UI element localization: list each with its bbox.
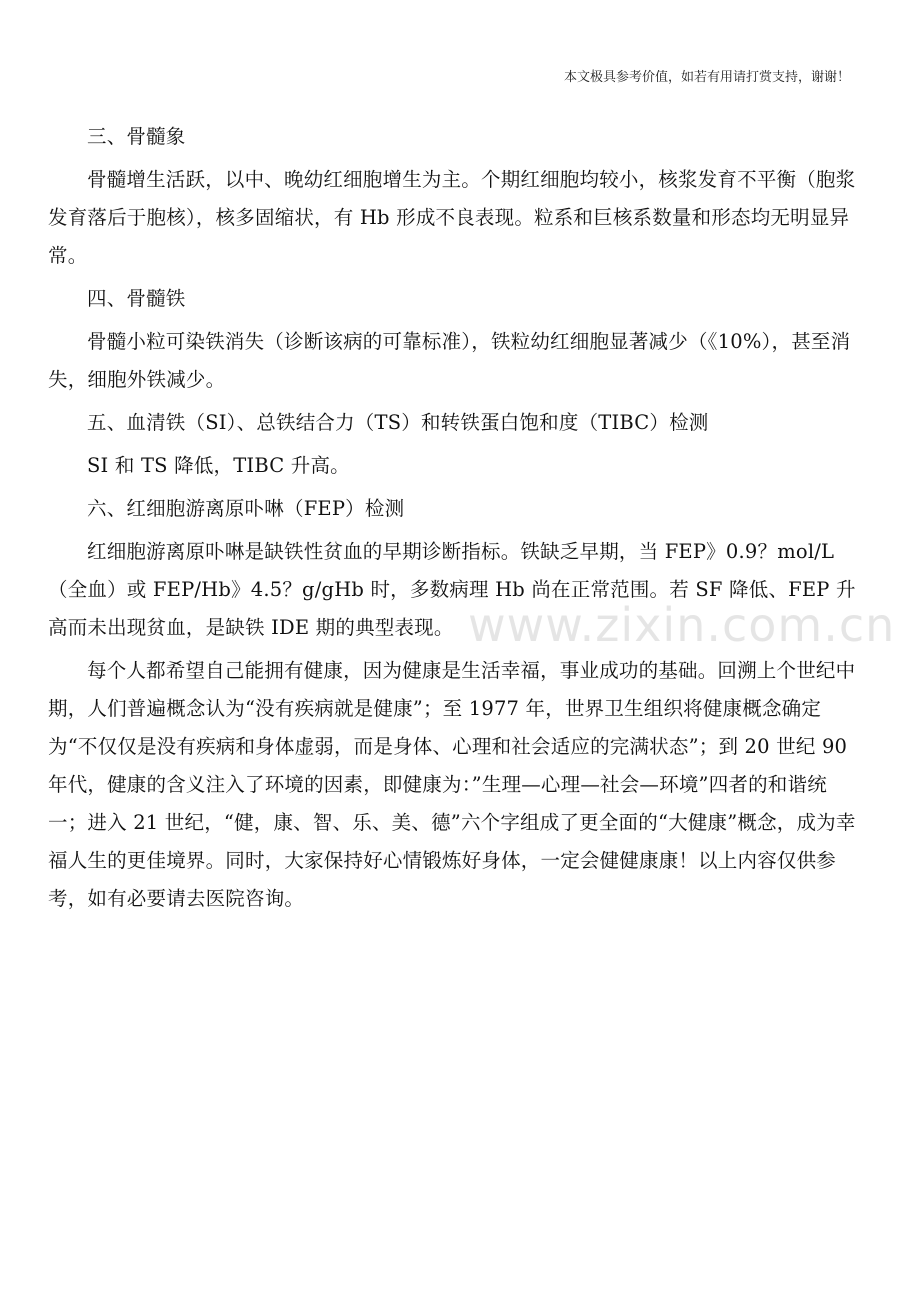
watermark: www.zixin.com.cn bbox=[468, 598, 896, 652]
section-body: 红细胞游离原卟啉是缺铁性贫血的早期诊断指标。铁缺乏早期，当 FEP》0.9？mol/L（全血）或 FEP/Hb》4.5？g/gHb 时，多数病理 Hb 尚在正常范围。若 SF 降低、FEP 升高而未出现贫血，是缺铁 IDE 期的典型表现。 bbox=[48, 540, 856, 639]
section-title: 五、血清铁（SI）、总铁结合力（TS）和转铁蛋白饱和度（TIBC）检测 bbox=[87, 411, 709, 434]
section-title: 四、骨髓铁 bbox=[87, 287, 186, 310]
header-note: 本文极具参考价值，如若有用请打赏支持，谢谢！ bbox=[563, 70, 850, 85]
section-body: 骨髓增生活跃，以中、晚幼红细胞增生为主。个期红细胞均较小，核浆发育不平衡（胞浆发育落后于胞核），核多固缩状，有 Hb 形成不良表现。粒系和巨核系数量和形态均无明显异常。 bbox=[48, 168, 856, 267]
document-body bbox=[48, 118, 860, 923]
section-title: 三、骨髓象 bbox=[87, 125, 186, 148]
section-title: 六、红细胞游离原卟啉（FEP）检测 bbox=[87, 497, 405, 520]
section-body: 骨髓小粒可染铁消失（诊断该病的可靠标准），铁粒幼红细胞显著减少（《10%），甚至消失，细胞外铁减少。 bbox=[48, 330, 851, 391]
section-body: SI 和 TS 降低，TIBC 升高。 bbox=[87, 454, 350, 477]
closing-paragraph: 每个人都希望自己能拥有健康，因为健康是生活幸福，事业成功的基础。回溯上个世纪中期，人们普遍概念认为“没有疾病就是健康”；至 1977 年，世界卫生组织将健康概念确定为“不仅仅是没有疾病和身体虚弱，而是身体、心理和社会适应的完满状态”；到 20 世纪 90 年代，健康的含义注入了环境的因素，即健康为：”生理—心理—社会—环境”四者的和谐统一；进入 21 世纪，“健，康、智、乐、美、德”六个字组成了更全面的“大健康”概念，成为幸福人生的更佳境界。同时，大家保持好心情锻炼好身体，一定会健健康康！以上内容仅供参考，如有必要请去医院咨询。 bbox=[48, 659, 856, 910]
